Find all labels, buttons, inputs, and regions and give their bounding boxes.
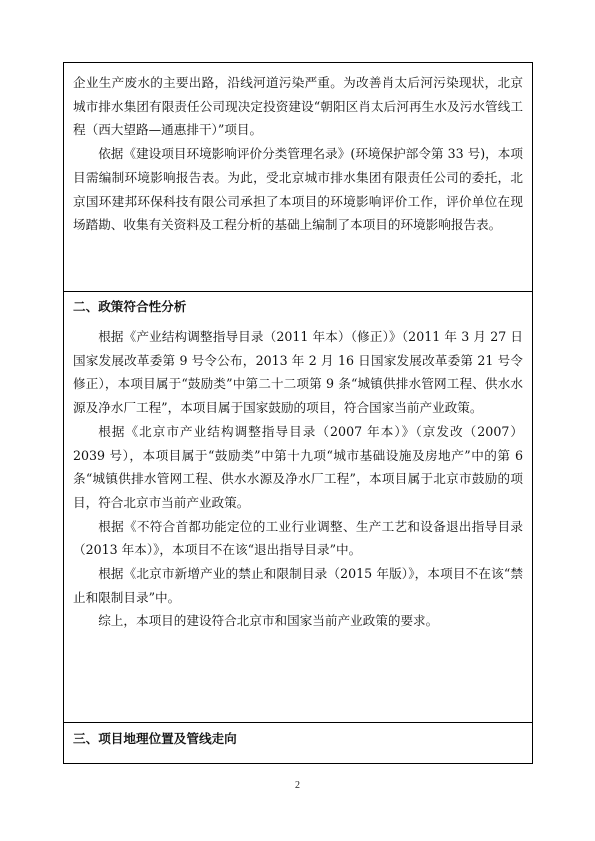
policy-paragraph: 根据《产业结构调整指导目录（2011 年本）（修正）》（2011 年 3 月 27 日国家发展改革委第 9 号令公布，2013 年 2 月 16 日国家发展改革委第 21 号令修正），本项目属于“鼓励类”中第二十二项第 9 条“城镇供排水管网工程、供水水源及净水厂工程”，本项目属于国家鼓励的项目，符合国家当前产业政策。 [73,329,523,416]
policy-paragraph: 根据《北京市产业结构调整指导目录（2007 年本）》（京发改（2007）2039 号），本项目属于“鼓励类”中第十九项“城市基础设施及房地产”中的第 6 条“城镇供排水管网工程、供水水源及净水厂工程”，本项目属于北京市鼓励的项目，符合北京市当前产业政策。 [73,423,523,510]
section-2-heading-block [73,295,523,319]
section-heading: 二、政策符合性分析 [73,299,187,314]
intro-paragraph: 企业生产废水的主要出路，沿线河道污染严重。为改善肖太后河污染现状，北京城市排水集团有限责任公司现决定投资建设“朝阳区肖太后河再生水及污水管线工程（西大望路—通惠排干）”项目。 [73,75,523,138]
policy-paragraph: 根据《不符合首都功能定位的工业行业调整、生产工艺和设备退出指导目录（2013 年本）》，本项目不在该“退出指导目录”中。 [73,518,523,558]
page-number: 2 [295,780,300,791]
section-heading: 三、项目地理位置及管线走向 [73,731,237,746]
section-divider [64,291,532,292]
policy-paragraph: 综上，本项目的建设符合北京市和国家当前产业政策的要求。 [98,613,439,629]
section-3-heading-block [73,727,523,751]
section-2-body [73,325,523,633]
document-table-frame [63,62,533,764]
intro-paragraph: 依据《建设项目环境影响评价分类管理名录》(环境保护部令第 33 号)，本项目需编制环境影响报告表。为此，受北京城市排水集团有限责任公司的委托，北京国环建邦环保科技有限公司承担了本项目的环境影响评价工作，评价单位在现场踏勘、收集有关资料及工程分析的基础上编制了本项目的环境影响报告表。 [73,146,523,233]
intro-block [73,71,523,237]
policy-paragraph: 根据《北京市新增产业的禁止和限制目录（2015 年版）》，本项目不在该“禁止和限制目录”中。 [73,566,523,605]
section-divider [64,722,532,723]
